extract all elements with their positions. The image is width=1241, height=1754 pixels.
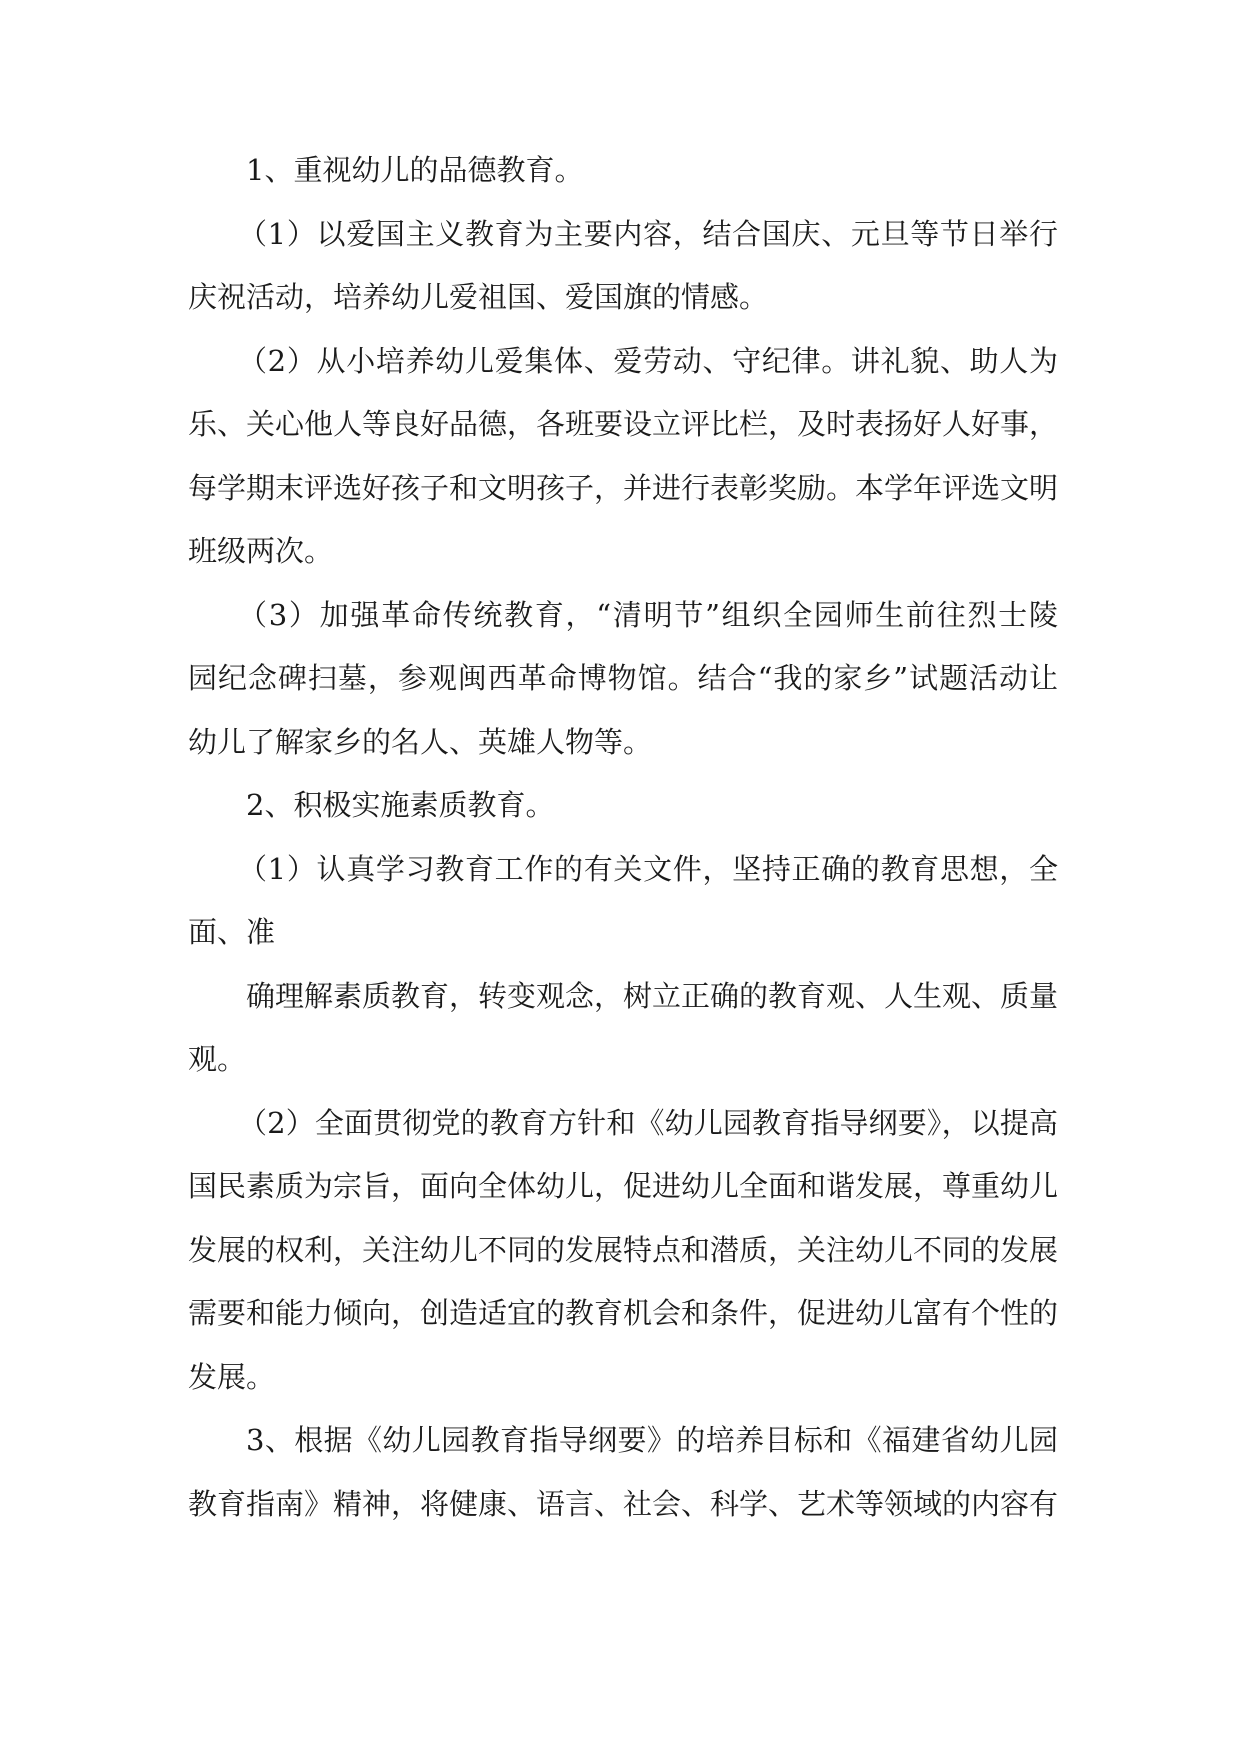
text-line: 2、积极实施素质教育。 xyxy=(246,788,555,822)
text-line: 班级两次。 xyxy=(188,534,334,568)
text-line: 乐、关心他人等良好品德，各班要设立评比栏，及时表扬好人好事， xyxy=(188,407,1059,441)
text-line: 庆祝活动，培养幼儿爱祖国、爱国旗的情感。 xyxy=(188,280,769,314)
text-line: 观。 xyxy=(188,1042,247,1076)
text-line: （3）加强革命传统教育，“清明节”组织全园师生前往烈士陵 xyxy=(238,597,1058,632)
document-body xyxy=(188,152,1058,1549)
text-line: 发展的权利，关注幼儿不同的发展特点和潜质，关注幼儿不同的发展 xyxy=(188,1232,1059,1267)
text-line: 1、重视幼儿的品德教育。 xyxy=(246,153,584,187)
text-line: 园纪念碑扫墓，参观闽西革命博物馆。结合“我的家乡”试题活动让 xyxy=(188,661,1058,695)
text-line: 发展。 xyxy=(188,1359,276,1394)
text-line: 教育指南》精神，将健康、语言、社会、科学、艺术等领域的内容有 xyxy=(188,1486,1059,1521)
text-line: （2）全面贯彻党的教育方针和《幼儿园教育指导纲要》，以提高 xyxy=(238,1105,1058,1140)
text-line: （1）以爱国主义教育为主要内容，结合国庆、元旦等节日举行 xyxy=(238,216,1058,251)
text-line: 国民素质为宗旨，面向全体幼儿，促进幼儿全面和谐发展，尊重幼儿 xyxy=(188,1169,1059,1203)
text-line: 3、根据《幼儿园教育指导纲要》的培养目标和《福建省幼儿园 xyxy=(246,1423,1058,1457)
text-line: 每学期末评选好孩子和文明孩子，并进行表彰奖励。本学年评选文明 xyxy=(188,470,1059,505)
text-line: 需要和能力倾向，创造适宜的教育机会和条件，促进幼儿富有个性的 xyxy=(188,1296,1059,1330)
text-line: 面、准 xyxy=(188,915,276,949)
text-line: 确理解素质教育，转变观念，树立正确的教育观、人生观、质量 xyxy=(246,978,1059,1013)
text-line: （2）从小培养幼儿爱集体、爱劳动、守纪律。讲礼貌、助人为 xyxy=(238,343,1058,378)
text-line: 幼儿了解家乡的名人、英雄人物等。 xyxy=(188,724,653,759)
text-line: （1）认真学习教育工作的有关文件，坚持正确的教育思想，全 xyxy=(238,851,1058,886)
